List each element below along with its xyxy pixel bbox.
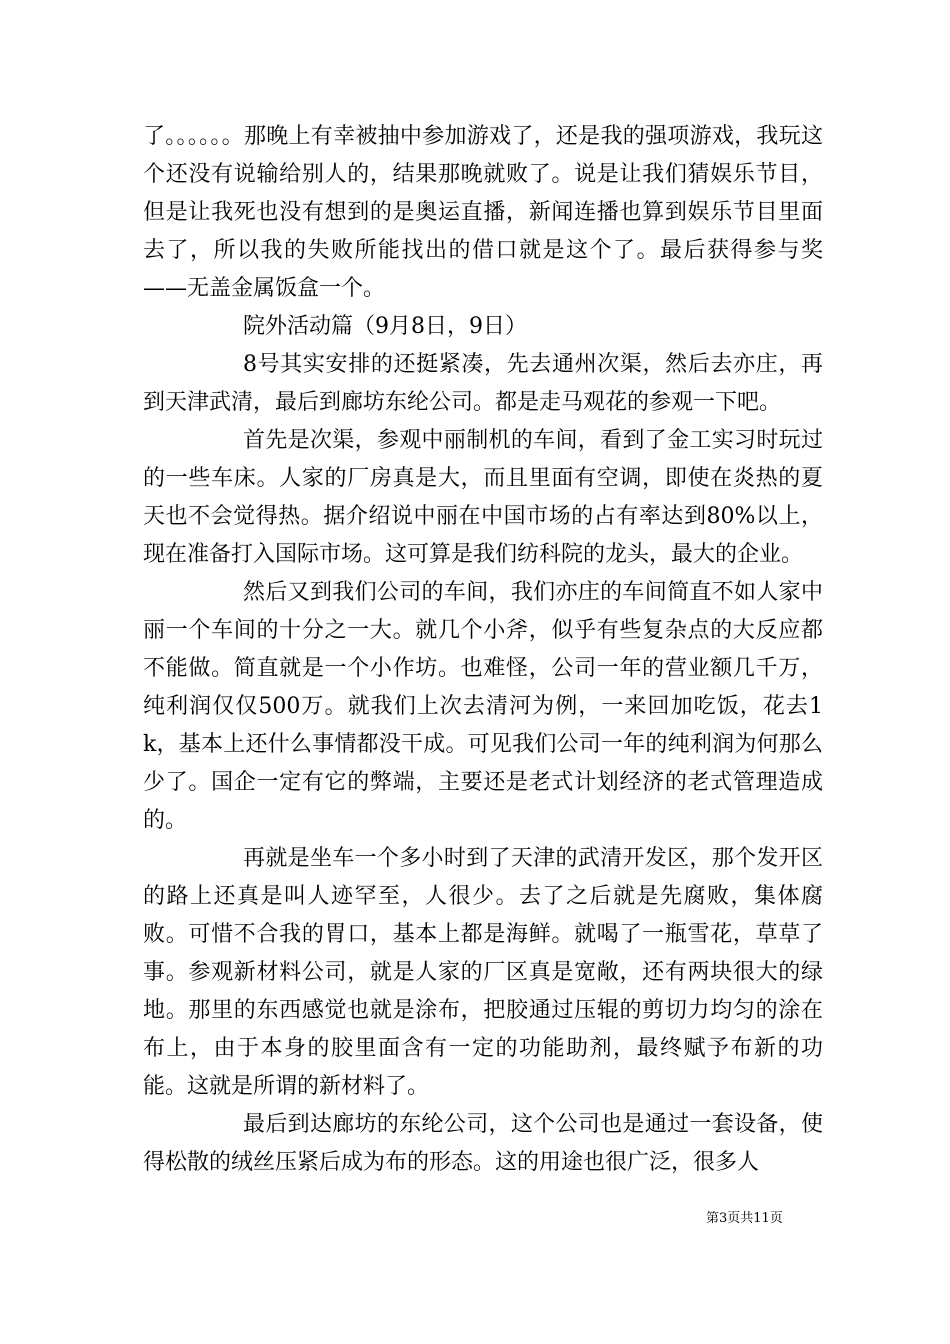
paragraph-1: 了。。。。。。那晚上有幸被抽中参加游戏了，还是我的强项游戏，我玩这个还没有说输给别人的，结果那晚就败了。说是让我们猜娱乐节目，但是让我死也没有想到的是奥运直播，新闻连播也算到娱乐节目里面去了，所以我的失败所能找出的借口就是这个了。最后获得参与奖——无盖金属饭盒一个。 <box>143 124 823 301</box>
body-text <box>143 118 823 1182</box>
paragraph-4: 首先是次渠，参观中丽制机的车间，看到了金工实习时玩过的一些车床。人家的厂房真是大，而且里面有空调，即使在炎热的夏天也不会觉得热。据介绍说中丽在中国市场的占有率达到80%以上，现在准备打入国际市场。这可算是我们纺科院的龙头，最大的企业。 <box>143 428 823 567</box>
paragraph-3: 8号其实安排的还挺紧凑，先去通州次渠，然后去亦庄，再到天津武清，最后到廊坊东纶公司。都是走马观花的参观一下吧。 <box>143 352 823 415</box>
paragraph-7: 最后到达廊坊的东纶公司，这个公司也是通过一套设备，使得松散的绒丝压紧后成为布的形态。这的用途也很广泛，很多人 <box>143 1112 823 1175</box>
page-number-footer: 第3页共11页 <box>706 1211 783 1226</box>
section-heading: 院外活动篇（9月8日，9日） <box>243 314 527 339</box>
paragraph-5: 然后又到我们公司的车间，我们亦庄的车间简直不如人家中丽一个车间的十分之一大。就几个小斧，似乎有些复杂点的大反应都不能做。简直就是一个小作坊。也难怪，公司一年的营业额几千万，纯利润仅仅500万。就我们上次去清河为例，一来回加吃饭，花去1k，基本上还什么事情都没干成。可见我们公司一年的纯利润为何那么少了。国企一定有它的弊端，主要还是老式计划经济的老式管理造成的。 <box>143 580 823 833</box>
paragraph-6: 再就是坐车一个多小时到了天津的武清开发区，那个发开区的路上还真是叫人迹罕至，人很少。去了之后就是先腐败，集体腐败。可惜不合我的胃口，基本上都是海鲜。就喝了一瓶雪花，草草了事。参观新材料公司，就是人家的厂区真是宽敞，还有两块很大的绿地。那里的东西感觉也就是涂布，把胶通过压辊的剪切力均匀的涂在布上，由于本身的胶里面含有一定的功能助剂，最终赋予布新的功能。这就是所谓的新材料了。 <box>143 846 823 1099</box>
